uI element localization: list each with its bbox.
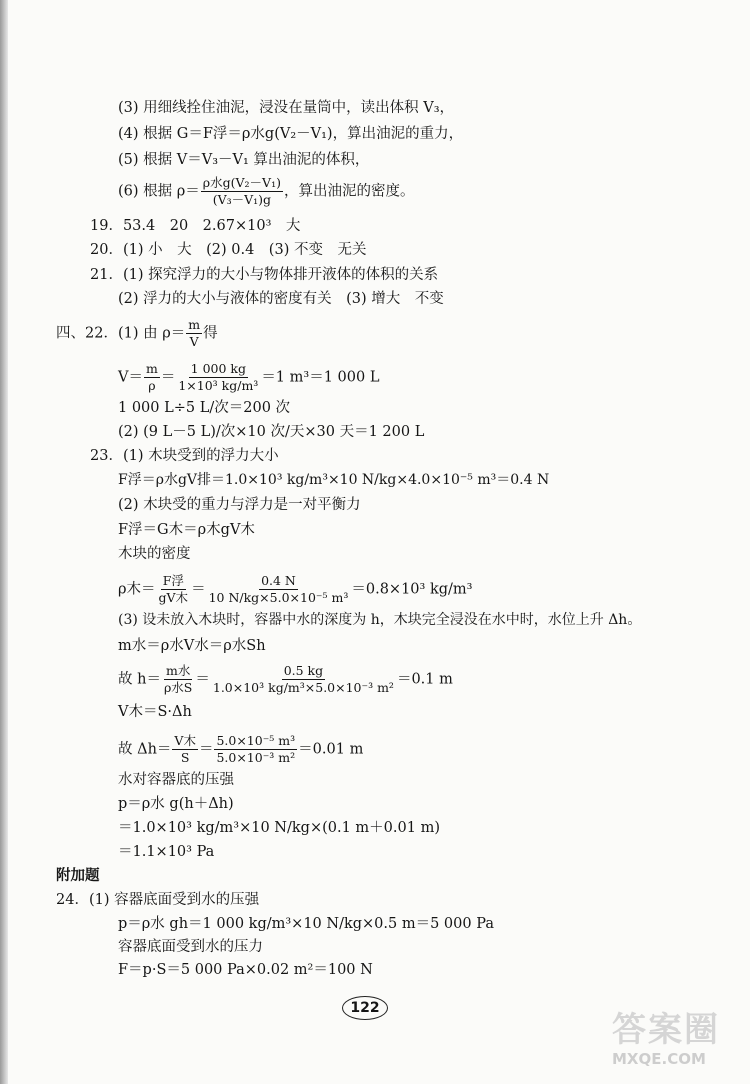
fraction-denominator: 1×10³ kg/m³	[178, 378, 259, 393]
volume-calculation	[118, 362, 379, 393]
pressure-substitution: ＝1.0×10³ kg/m³×10 N/kg×(0.1 m＋0.01 m)	[118, 820, 440, 836]
density-definition-fraction	[186, 318, 202, 349]
page-number: 122	[342, 996, 388, 1020]
fraction-numerator: ρ水g(V₂－V₁)	[202, 175, 281, 190]
bonus-section-heading: 附加题	[56, 868, 100, 884]
water-depth-calculation	[118, 664, 453, 695]
fraction-denominator: 1.0×10³ kg/m³×5.0×10⁻³ m²	[212, 680, 394, 695]
formula-prefix: V＝	[118, 369, 143, 386]
fraction-denominator: (V₃－V₁)g	[212, 192, 272, 207]
answer-19: 19．53.4 20 2.67×10³ 大	[90, 218, 301, 234]
fraction-numerator: 0.5 kg	[283, 663, 324, 678]
wood-density-fraction-numeric	[207, 574, 351, 605]
container-pressure-calculation: p＝ρ水 gh＝1 000 kg/m³×10 N/kg×0.5 m＝5 000 Pa	[118, 916, 494, 932]
pressure-formula: p＝ρ水 g(h＋Δh)	[118, 796, 234, 812]
water-mass-equation: m水＝ρ水V水＝ρ水Sh	[118, 638, 266, 654]
buoyancy-calculation: F浮＝ρ水gV排＝1.0×10³ kg/m³×10 N/kg×4.0×10⁻⁵ m³＝0.4 N	[118, 472, 550, 488]
depth-fraction-numeric	[211, 664, 396, 695]
depth-fraction-symbolic	[162, 664, 194, 695]
fraction-numerator: m	[145, 361, 158, 376]
formula-prefix: 故 Δh＝	[118, 741, 172, 758]
watermark-logo	[612, 1010, 742, 1080]
formula-prefix: 四、22．(1) 由 ρ＝	[56, 325, 186, 342]
fraction-denominator: 10 N/kg×5.0×10⁻⁵ m³	[208, 590, 349, 605]
formula-suffix: 得	[203, 325, 218, 342]
fraction-denominator: 5.0×10⁻³ m²	[216, 750, 296, 765]
pressure-result: ＝1.1×10³ Pa	[118, 844, 215, 860]
formula-suffix: ＝0.1 m	[396, 671, 453, 688]
equals-sign: ＝	[195, 671, 210, 688]
formula-suffix: ＝0.01 m	[298, 741, 364, 758]
volume-fraction-numeric	[176, 362, 260, 393]
fraction-numerator: V木	[174, 733, 196, 748]
rise-fraction-symbolic	[172, 734, 198, 765]
answer-21-1: 21．(1) 探究浮力的大小与物体排开液体的体积的关系	[90, 267, 439, 283]
formula-prefix: ρ木＝	[118, 581, 156, 598]
density-fraction	[201, 176, 283, 207]
answer-22-2: (2) (9 L－5 L)/次×10 次/天×30 天＝1 200 L	[118, 424, 425, 440]
wood-density-fraction-symbolic	[157, 574, 191, 605]
bottom-pressure-label: 水对容器底的压强	[118, 772, 234, 788]
fraction-denominator: ρ	[148, 378, 156, 393]
formula-suffix: ＝0.8×10³ kg/m³	[351, 581, 473, 598]
fraction-numerator: F浮	[162, 573, 184, 588]
answer-23-2: (2) 木块受的重力与浮力是一对平衡力	[118, 497, 361, 513]
rise-fraction-numeric	[214, 734, 297, 765]
equals-sign: ＝	[198, 741, 214, 758]
answer-24-1: 24．(1) 容器底面受到水的压强	[56, 892, 260, 908]
watermark-url: MXQE.COM	[612, 1050, 706, 1068]
answer-line-18-4: (4) 根据 G＝F浮＝ρ水g(V₂－V₁)，算出油泥的重力，	[118, 126, 464, 142]
answer-22-1	[56, 318, 218, 349]
wood-density-label: 木块的密度	[118, 546, 191, 562]
equals-sign: ＝	[160, 369, 176, 386]
count-calculation: 1 000 L÷5 L/次＝200 次	[118, 400, 291, 416]
answer-23-1: 23．(1) 木块受到的浮力大小	[90, 448, 279, 464]
formula-suffix: ，算出油泥的密度。	[283, 183, 415, 200]
volume-fraction-symbolic	[144, 362, 160, 393]
container-force-label: 容器底面受到水的压力	[118, 939, 263, 955]
wood-volume-equation: V木＝S·Δh	[118, 704, 192, 720]
formula-suffix: ＝1 m³＝1 000 L	[261, 369, 380, 386]
fraction-denominator: S	[180, 750, 190, 765]
answer-line-18-5: (5) 根据 V＝V₃－V₁ 算出油泥的体积，	[118, 152, 370, 168]
fraction-numerator: m水	[165, 663, 191, 678]
fraction-numerator: m	[188, 317, 201, 332]
fraction-numerator: 0.4 N	[261, 573, 296, 588]
fraction-denominator: ρ水S	[163, 680, 193, 695]
equals-sign: ＝	[191, 581, 206, 598]
watermark-text: 答案圈	[612, 1010, 720, 1050]
answer-line-18-6	[118, 176, 414, 207]
force-balance-equation: F浮＝G木＝ρ木gV木	[118, 522, 255, 538]
water-rise-calculation	[118, 734, 363, 765]
page-edge	[0, 0, 8, 1084]
answer-line-18-3: (3) 用细线拴住油泥，浸没在量筒中，读出体积 V₃，	[118, 100, 455, 116]
fraction-denominator: gV木	[158, 590, 189, 605]
answer-20: 20．(1) 小 大 (2) 0.4 (3) 不变 无关	[90, 242, 367, 258]
container-force-calculation: F＝p·S＝5 000 Pa×0.02 m²＝100 N	[118, 962, 373, 978]
fraction-numerator: 5.0×10⁻⁵ m³	[216, 733, 296, 748]
fraction-denominator: V	[189, 334, 199, 349]
wood-density-calculation	[118, 574, 472, 605]
formula-prefix: 故 h＝	[118, 671, 161, 688]
formula-prefix: (6) 根据 ρ＝	[118, 183, 200, 200]
answer-21-2: (2) 浮力的大小与液体的密度有关 (3) 增大 不变	[118, 291, 444, 307]
answer-23-3: (3) 设未放入木块时，容器中水的深度为 h，木块完全浸没在水中时，水位上升 Δh。	[118, 612, 642, 628]
fraction-numerator: 1 000 kg	[190, 361, 246, 376]
